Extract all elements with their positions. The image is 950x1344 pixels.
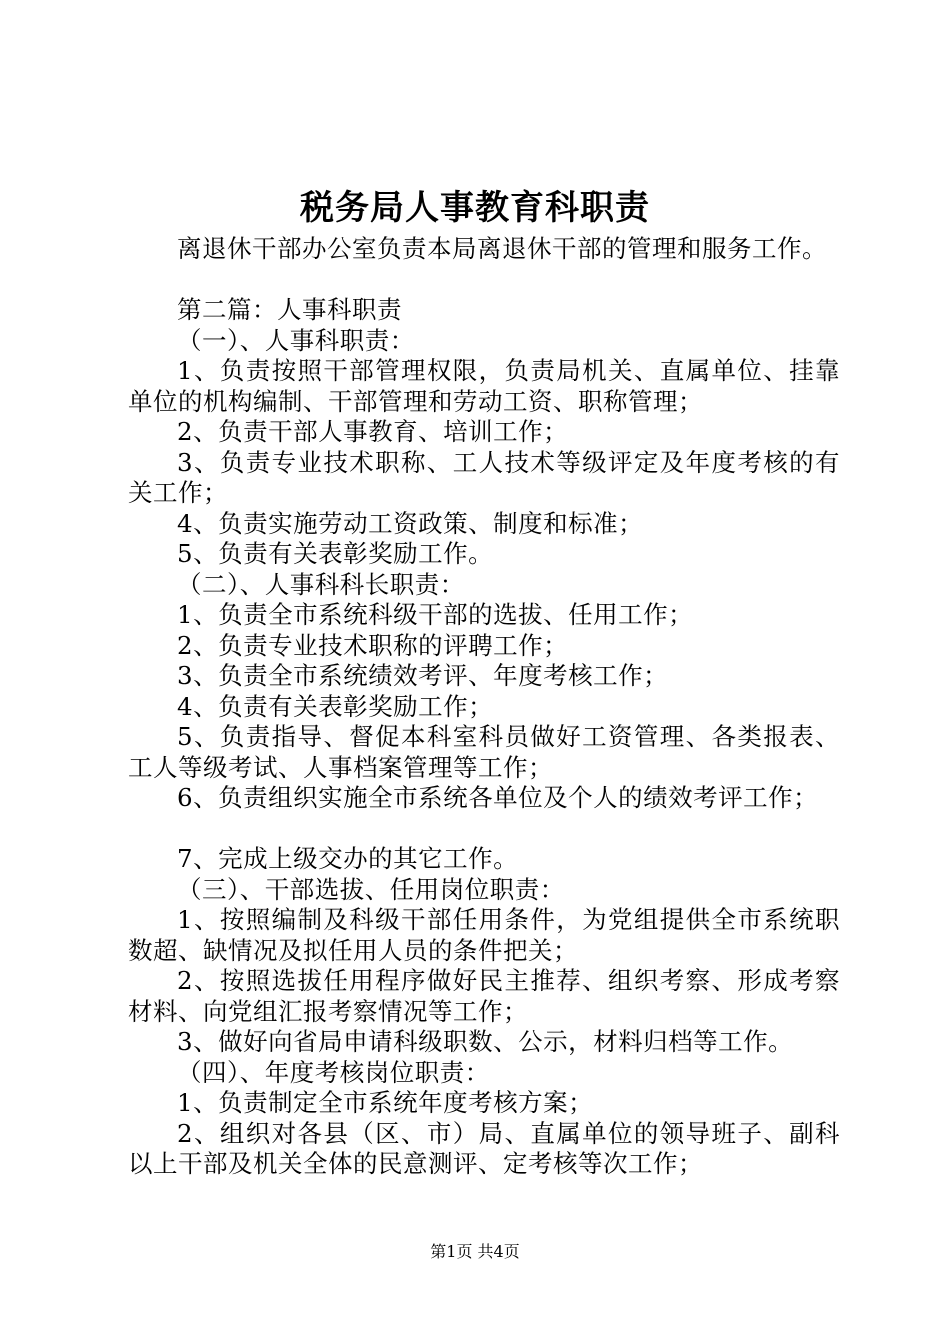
list-item: 2、组织对各县（区、市）局、直属单位的领导班子、副科以上干部及机关全体的民意测评、定考核等次工作； (128, 1118, 840, 1178)
list-item: 3、负责全市系统绩效考评、年度考核工作； (177, 661, 669, 690)
section-heading: 第二篇：人事科职责 (177, 295, 402, 324)
list-item: 2、负责专业技术职称的评聘工作； (177, 630, 569, 660)
list-item: 3、负责专业技术职称、工人技术等级评定及年度考核的有关工作； (128, 447, 840, 507)
document-body (128, 234, 840, 1180)
list-item: 5、负责有关表彰奖励工作。 (177, 539, 494, 568)
list-item: 1、负责全市系统科级干部的选拔、任用工作； (177, 600, 694, 629)
list-item: 2、按照选拔任用程序做好民主推荐、组织考察、形成考察材料、向党组汇报考察情况等工作； (128, 966, 840, 1026)
list-item: 4、负责实施劳动工资政策、制度和标准； (177, 508, 644, 538)
list-item: 4、负责有关表彰奖励工作； (177, 691, 494, 721)
list-item: 7、完成上级交办的其它工作。 (177, 844, 519, 873)
list-item: 1、负责制定全市系统年度考核方案； (177, 1088, 594, 1117)
document-title: 税务局人事教育科职责 (300, 188, 650, 228)
subsection-heading: （一）、人事科职责： (177, 325, 415, 355)
list-item: 5、负责指导、督促本科室科员做好工资管理、各类报表、工人等级考试、人事档案管理等工作； (128, 722, 840, 782)
list-item: 2、负责干部人事教育、培训工作； (177, 417, 569, 446)
list-item: 1、按照编制及科级干部任用条件，为党组提供全市系统职数超、缺情况及拟任用人员的条件把关； (128, 905, 840, 965)
page-number: 第1页 共4页 (430, 1242, 520, 1261)
subsection-heading: （四）、年度考核岗位职责： (177, 1057, 490, 1087)
list-item: 1、负责按照干部管理权限，负责局机关、直属单位、挂靠单位的机构编制、干部管理和劳动工资、职称管理； (128, 356, 840, 416)
subsection-heading: （二）、人事科科长职责： (177, 569, 465, 599)
list-item: 3、做好向省局申请科级职数、公示，材料归档等工作。 (177, 1027, 794, 1056)
paragraph-intro: 离退休干部办公室负责本局离退休干部的管理和服务工作。 (177, 234, 827, 263)
list-item: 6、负责组织实施全市系统各单位及个人的绩效考评工作； (177, 783, 819, 812)
subsection-heading: （三）、干部选拔、任用岗位职责： (177, 874, 565, 904)
